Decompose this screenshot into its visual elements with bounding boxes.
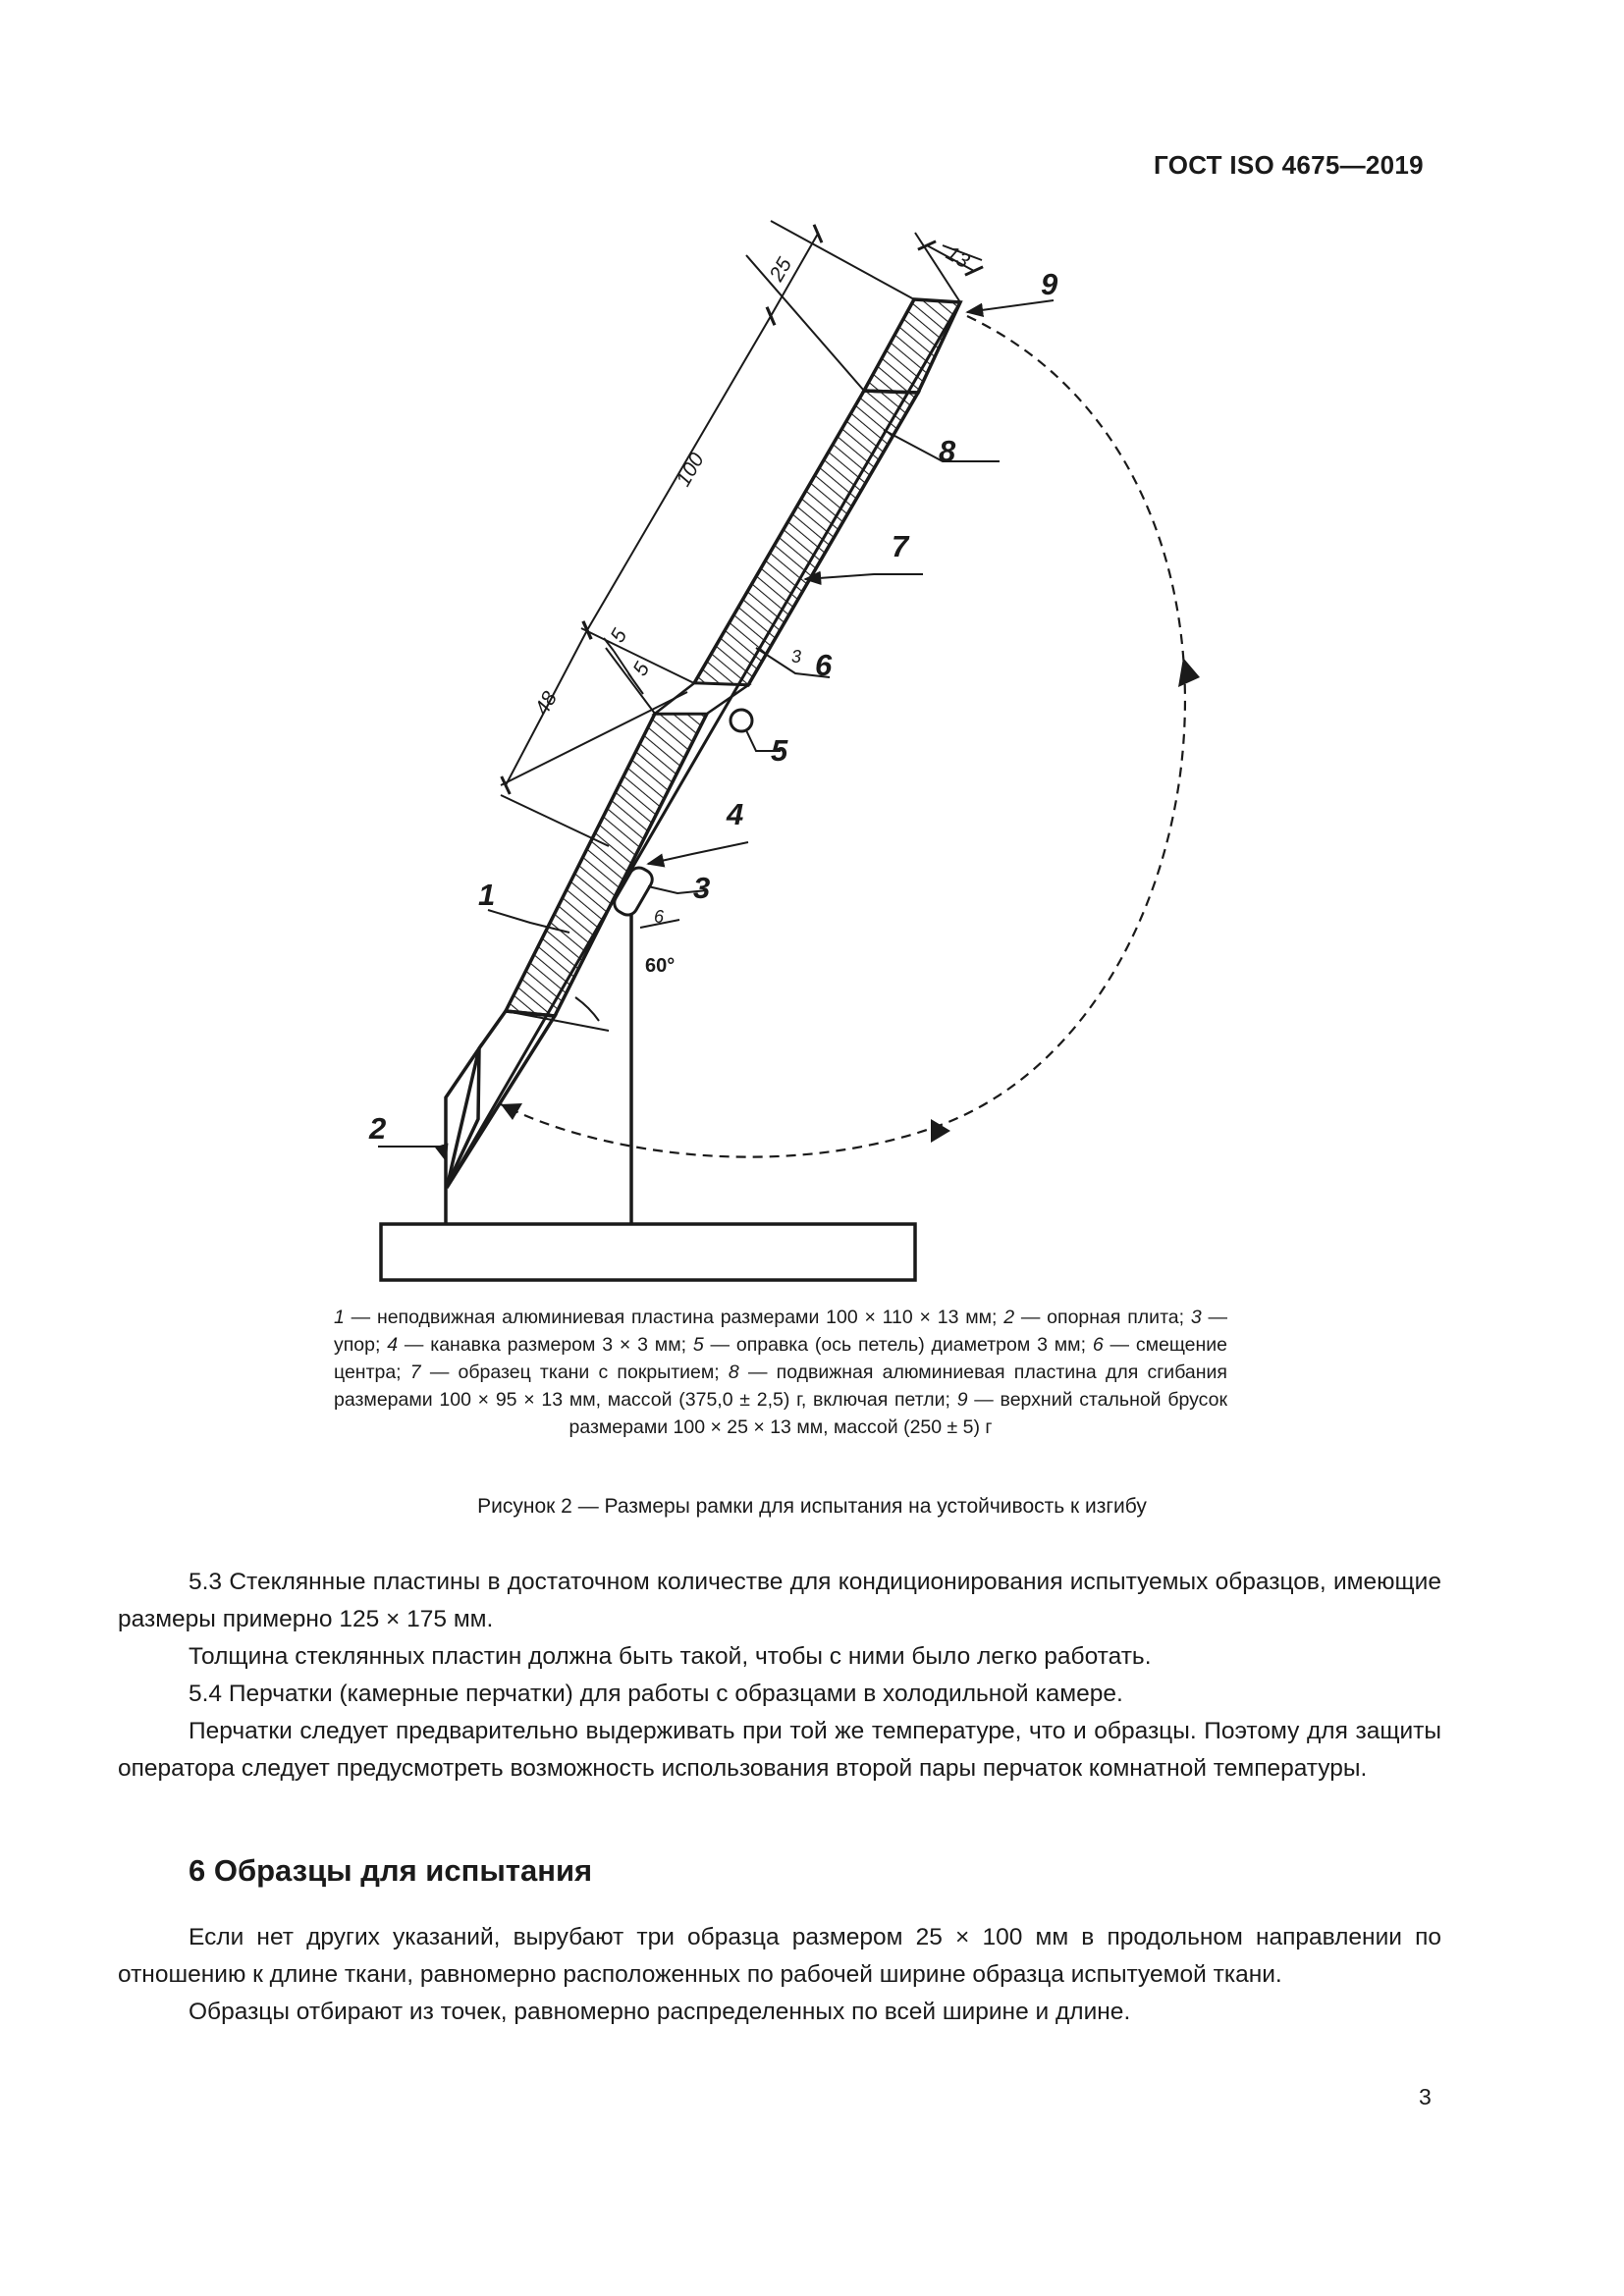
arc-arrow-left xyxy=(501,1103,522,1120)
legend-num-5: 5 xyxy=(692,1334,704,1356)
legend-text-4: — канавка размером 3 × 3 мм; xyxy=(398,1334,693,1356)
dim-25: 25 xyxy=(765,253,797,286)
arc-arrow-bottom xyxy=(931,1119,950,1143)
figure-caption: Рисунок 2 — Размеры рамки для испытания на устойчивость к изгибу xyxy=(477,1495,1147,1518)
gap-strip xyxy=(655,683,748,714)
legend-num-6: 6 xyxy=(1092,1334,1104,1356)
label-3: 3 xyxy=(693,871,711,905)
label-7: 7 xyxy=(892,529,909,563)
page-number: 3 xyxy=(1419,2084,1432,2109)
section-5-text xyxy=(118,1564,1441,1788)
dim-3: 3 xyxy=(791,647,802,667)
dim-5b: 5 xyxy=(628,658,655,680)
top-steel-bar-9 xyxy=(864,299,960,393)
legend-text-3: — упор; xyxy=(334,1307,1227,1356)
legend-text-2: — опорная плита; xyxy=(1014,1307,1191,1328)
legend-text-6: — смещение центра; xyxy=(334,1334,1227,1383)
fixed-plate-1 xyxy=(506,714,707,1016)
figure-legend xyxy=(334,1304,1227,1441)
paragraph-glass-thickness: Толщина стеклянных пластин должна быть такой, чтобы с ними было легко работать. xyxy=(189,1643,1152,1670)
paragraph-gloves: Перчатки следует предварительно выдерживать при той же температуре, что и образцы. Поэтому для защиты оператора следует предусмотреть возможность использования второй пары перчаток комнатной температуры. xyxy=(118,1718,1441,1782)
legend-num-2: 2 xyxy=(1003,1307,1015,1328)
paragraph-specimens: Если нет других указаний, вырубают три образца размером 25 × 100 мм в продольном направлении по отношению к длине ткани, равномерно расположенных по рабочей ширине образца испытуемой ткани. xyxy=(118,1924,1441,1988)
arc-arrow-right xyxy=(1178,658,1200,687)
dim-48: 48 xyxy=(530,687,563,720)
legend-text-1: — неподвижная алюминиевая пластина размерами 100 × 110 × 13 мм; xyxy=(344,1307,1004,1328)
legend-text-5: — оправка (ось петель) диаметром 3 мм; xyxy=(703,1334,1093,1356)
paragraph-5-3: 5.3 Стеклянные пластины в достаточном количестве для кондиционирования испытуемых образцов, имеющие размеры примерно 125 × 175 мм. xyxy=(118,1569,1441,1632)
dim-100: 100 xyxy=(672,449,709,491)
mandrel-5 xyxy=(731,710,752,731)
legend-num-1: 1 xyxy=(334,1307,345,1328)
label-1: 1 xyxy=(478,878,496,912)
paragraph-sampling: Образцы отбирают из точек, равномерно распределенных по всей ширине и длине. xyxy=(189,1999,1131,2025)
dim-angle: 60° xyxy=(645,955,676,977)
label-8: 8 xyxy=(939,434,956,468)
label-9: 9 xyxy=(1041,267,1058,301)
dim-13: 13 xyxy=(942,241,974,274)
dim-6: 6 xyxy=(654,907,665,927)
legend-num-8: 8 xyxy=(728,1362,739,1383)
legend-num-4: 4 xyxy=(387,1334,399,1356)
leader-lines xyxy=(378,300,1054,1160)
label-2: 2 xyxy=(369,1111,387,1146)
legend-text-7: — образец ткани с покрытием; xyxy=(420,1362,729,1383)
section-6-text xyxy=(118,1919,1441,2031)
label-5: 5 xyxy=(771,733,788,768)
legend-num-7: 7 xyxy=(409,1362,421,1383)
legend-text-9: — верхний стальной брусок размерами 100 × 25 × 13 мм, массой (250 ± 5) г xyxy=(568,1389,1227,1438)
legend-text-8: — подвижная алюминиевая пластина для сгибания размерами 100 × 95 × 13 мм, массой (375,0 ± 2,5) г, включая петли; xyxy=(334,1362,1227,1411)
dim-5a: 5 xyxy=(606,624,632,647)
base-plate xyxy=(381,1224,915,1280)
label-4: 4 xyxy=(727,797,744,831)
section-6-title: 6 Образцы для испытания xyxy=(189,1853,593,1888)
legend-num-3: 3 xyxy=(1190,1307,1202,1328)
legend-num-9: 9 xyxy=(956,1389,968,1411)
label-6: 6 xyxy=(815,648,833,682)
document-code: ГОСТ ISO 4675—2019 xyxy=(1154,150,1424,180)
fabric-specimen-7 xyxy=(447,302,960,1188)
paragraph-5-4: 5.4 Перчатки (камерные перчатки) для работы с образцами в холодильной камере. xyxy=(189,1681,1123,1707)
